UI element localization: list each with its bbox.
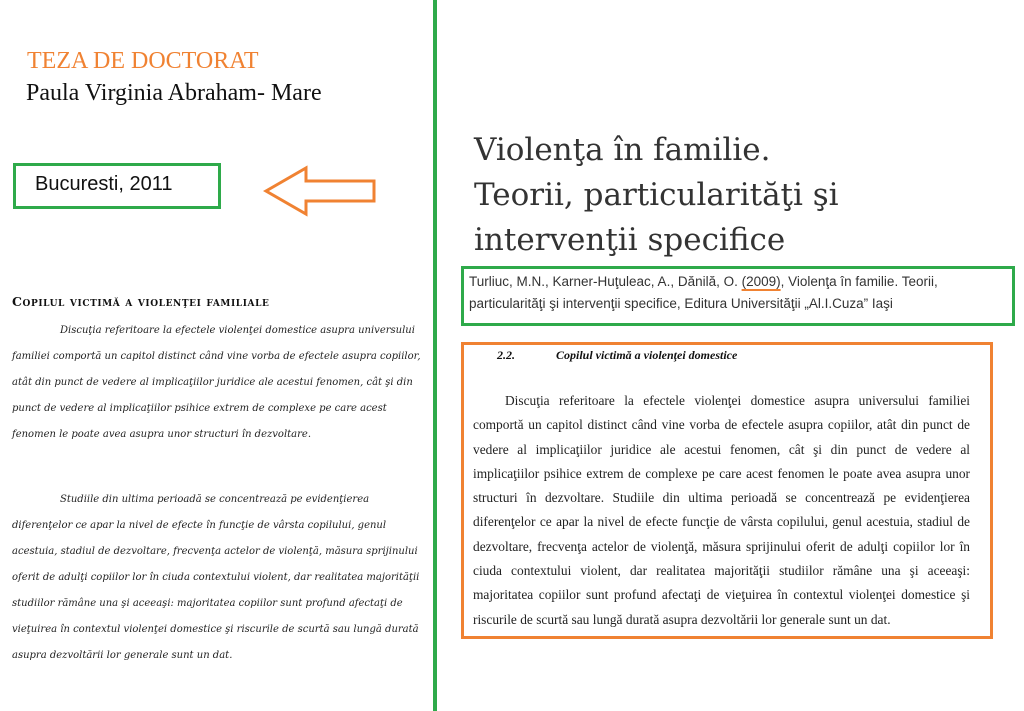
author-name: Paula Virginia Abraham- Mare [26, 80, 322, 106]
excerpt-text: Discuţia referitoare la efectele violenţei domestice asupra universului familiei comportă un capitol distinct când vine vorba de efectele asupra copiilor, atât din punct de vedere al implicaţiilor juridice ale acestui fenomen, cât şi din punct de vedere al implicaţiilor psihice extrem de complexe pe care acest fenomen le poate avea asupra unor structuri în dezvoltare. Studiile din ultima perioadă se concentrează pe evidenţierea diferenţelor ce apar la nivel de efecte funcţie de vârsta copilului, genul acestuia, stadiul de dezvoltare, frecvenţa actelor de violenţă, măsura sprijinului oferit de adulţi copiilor lor în ciuda contextului violent, dar realitatea majorităţii studiilor rămâne una şi aceeaşi: majoritatea copiilor sunt profund afectaţi de vieţuirea în contextul violenţei domestice şi riscurile de scurtă sau lungă durată asupra dezvoltării lor generale sunt un dat. [473, 393, 970, 627]
location-year: Bucuresti, 2011 [35, 173, 173, 195]
citation-year: (2009) [741, 274, 781, 289]
citation-authors: Turliuc, M.N., Karner-Huţuleac, A., Dănilă, O. [469, 274, 742, 289]
excerpt-paragraph [473, 389, 970, 632]
book-title-line-1: Violenţa în familie. [474, 132, 771, 168]
left-paragraph-1-text: Discuţia referitoare la efectele violenţei domestice asupra universului familiei comportă un capitol distinct când vine vorba de efectele asupra copiilor, atât din punct de vedere al implicaţiilor juridice ale acestui fenomen, cât şi din punct de vedere al implicaţiilor psihice extrem de complexe pe care acest fenomen le poate avea asupra unor structuri în dezvoltare. [12, 325, 421, 440]
section-number: 2.2. [497, 348, 515, 362]
left-paragraph-1 [12, 318, 432, 448]
left-paragraph-2 [12, 487, 432, 669]
book-title-line-2: Teorii, particularităţi şi [474, 177, 839, 213]
book-title [474, 128, 1004, 263]
section-title: Copilul victimă a violenţei domestice [556, 348, 738, 362]
citation [469, 271, 1009, 315]
citation-details: , Violenţa în familie. Teorii, particularităţi şi intervenţii specifice, Editura Universităţii „Al.I.Cuza” Iaşi [469, 274, 938, 311]
thesis-label: TEZA DE DOCTORAT [27, 48, 259, 74]
book-title-line-3: intervenţii specifice [474, 222, 786, 258]
page-divider [433, 0, 437, 711]
left-section-heading: Copilul victimă a violenţei familiale [12, 294, 270, 309]
arrow-left-icon [262, 165, 378, 217]
left-paragraph-2-text: Studiile din ultima perioadă se concentrează pe evidenţierea diferenţelor ce apar la nivel de efecte în funcţie de vârsta copilului, genul acestuia, stadiul de dezvoltare, frecvenţa actelor de violenţă, măsura sprijinului oferit de adulţi copiilor lor în ciuda contextului violent, dar realitatea majorităţii studiilor rămâne una şi aceeaşi: majoritatea copiilor sunt profund afectaţi de vieţuirea în contextul violenţei domestice şi riscurile de scurtă sau lungă durată asupra dezvoltării lor generale sunt un dat. [12, 494, 420, 661]
